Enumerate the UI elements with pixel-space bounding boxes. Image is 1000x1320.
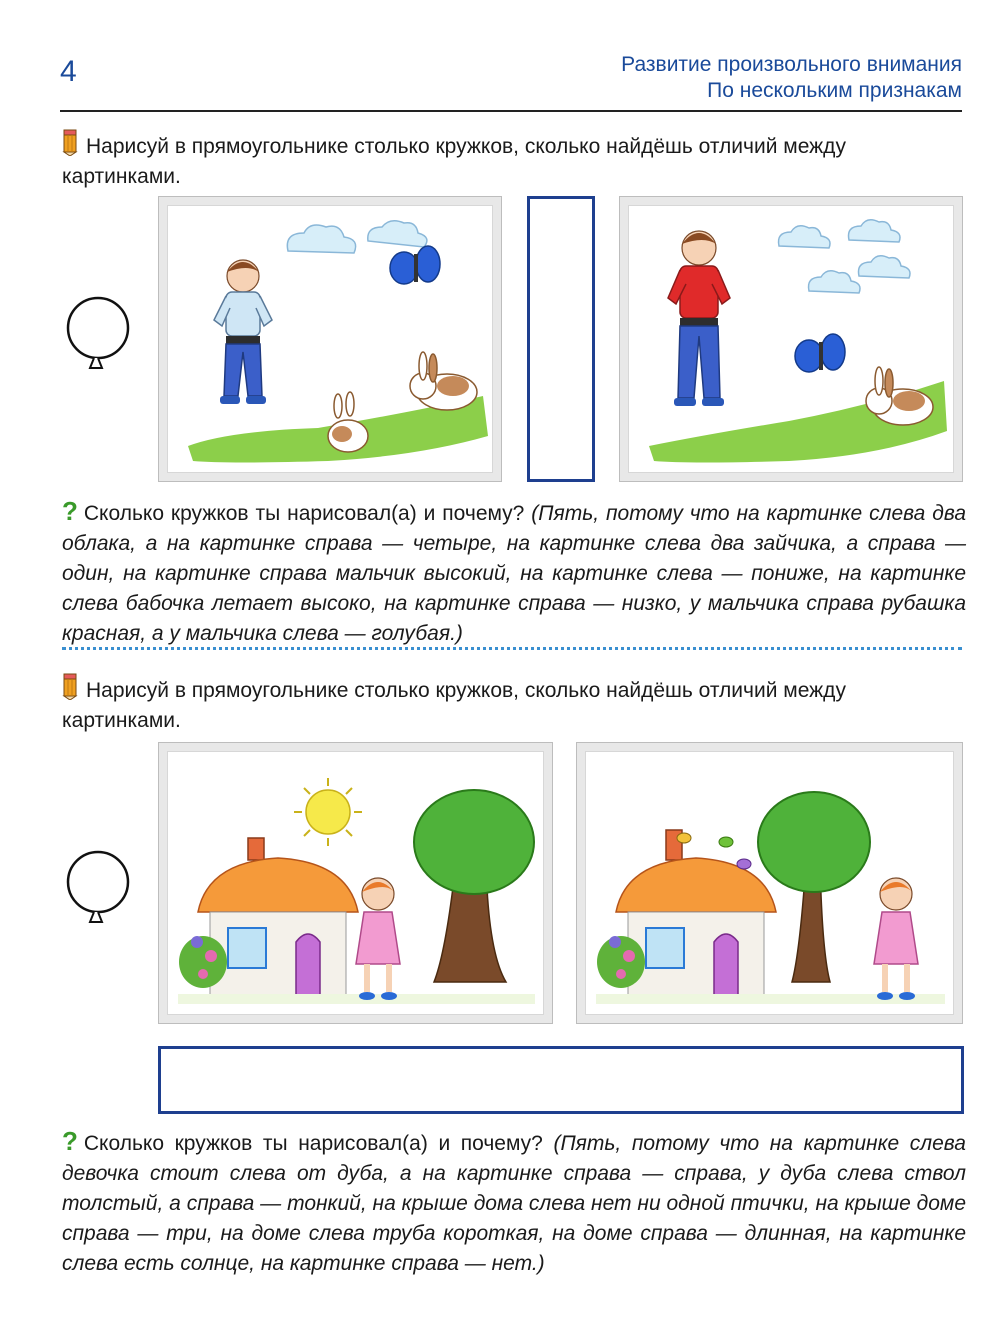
instruction-text: Нарисуй в прямоугольнике столько кружков, сколько найдёшь отличий между картинками. — [62, 135, 846, 188]
pencil-icon — [62, 128, 78, 156]
question-text: Сколько кружков ты нарисовал(а) и почему? — [83, 502, 525, 525]
exercise2-instruction — [62, 672, 962, 736]
balloon-icon — [64, 296, 132, 380]
bird — [677, 833, 691, 843]
answer-text: (Пять, потому что на картинке слева два облака, а на картинке справа — четыре, на картинке слева два зайчика, а справа — один, на картинке справа мальчик высокий, на картинке слева — пониже, на картинке слева бабочка летает высоко, на картинке справа — низко, у мальчика справа рубашка красная, а у мальчика слева — голубая.) — [62, 502, 967, 645]
answer-box-1[interactable] — [527, 196, 595, 482]
page-header — [621, 52, 962, 104]
picture-girl-left — [158, 742, 553, 1024]
girl — [874, 878, 918, 1000]
question-mark-icon: ? — [62, 496, 78, 526]
section-title: Развитие произвольного внимания — [621, 53, 962, 76]
question-text: Сколько кружков ты нарисовал(а) и почему? — [83, 1132, 543, 1155]
page-number: 4 — [60, 55, 77, 88]
cloud — [287, 221, 427, 253]
butterfly — [390, 246, 440, 284]
question-mark-icon: ? — [62, 1126, 78, 1156]
bush — [179, 936, 227, 988]
answer-box-2[interactable] — [158, 1046, 964, 1114]
answer-text: (Пять, потому что на картинке слева девочка стоит слева от дуба, а на картинке справа — справа, у дуба слева ствол толстый, а справа — тонкий, на крыше дома слева нет ни одной птички, на крыше доме справа — три, на доме слева труба короткая, на доме справа — длинная, на картинке слева есть солнце, на картинке справа — нет.) — [62, 1132, 966, 1275]
tree — [414, 790, 534, 982]
bird — [719, 837, 733, 847]
tree — [758, 792, 870, 982]
rabbit — [410, 352, 477, 410]
boy — [214, 260, 272, 404]
girl — [356, 878, 400, 1000]
sun — [294, 778, 362, 846]
instruction-text: Нарисуй в прямоугольнике столько кружков, сколько найдёшь отличий между картинками. — [62, 679, 846, 732]
picture-boy-left — [158, 196, 502, 482]
picture-boy-right — [619, 196, 963, 482]
exercise-divider — [62, 647, 962, 650]
balloon-icon — [64, 850, 132, 934]
exercise2-answer — [62, 1126, 966, 1279]
butterfly — [795, 334, 845, 372]
exercise1-instruction — [62, 128, 962, 192]
boy — [668, 231, 730, 406]
cloud — [779, 220, 911, 293]
bird — [737, 859, 751, 869]
picture-girl-right — [576, 742, 963, 1024]
bush — [597, 936, 645, 988]
pencil-icon — [62, 672, 78, 700]
subsection-title: По нескольким признакам — [707, 79, 962, 102]
header-divider — [60, 110, 962, 112]
exercise1-answer — [62, 496, 966, 649]
